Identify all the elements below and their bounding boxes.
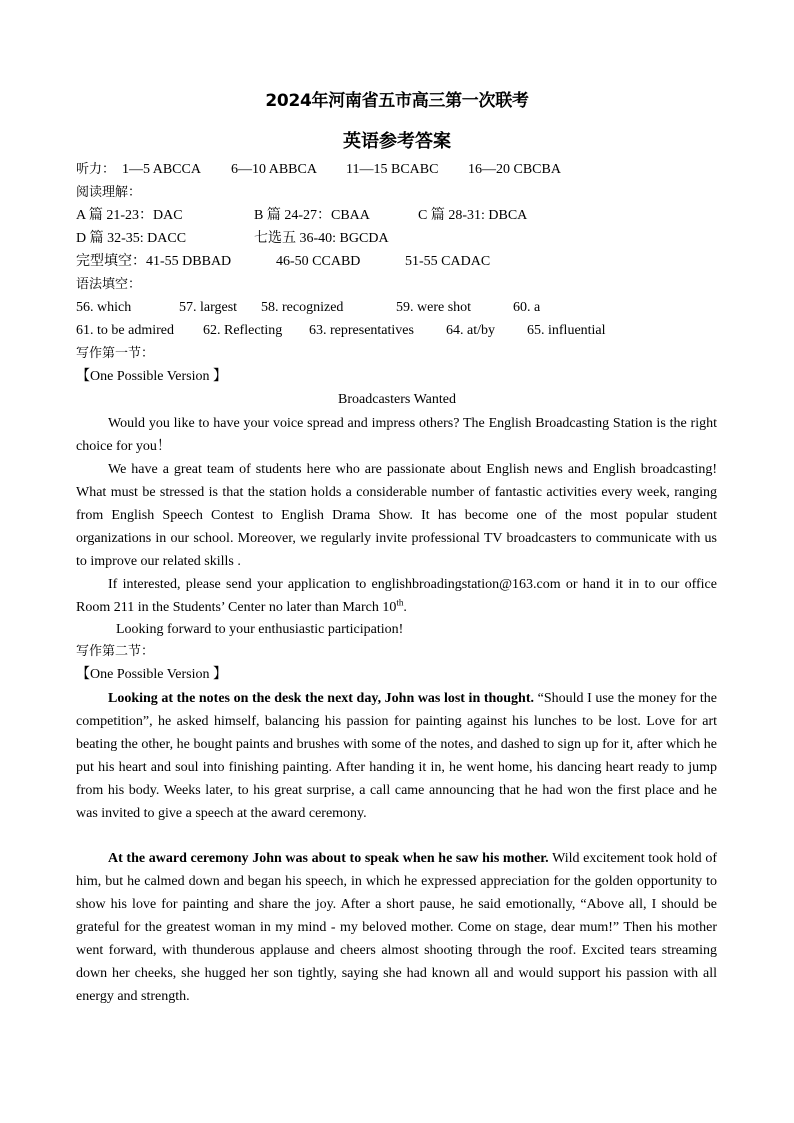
reading-passage-a: A 篇 21-23：DAC	[76, 208, 183, 223]
grammar-answer: 58. recognized	[261, 300, 344, 315]
essay-2-paragraph-2: At the award ceremony John was about to speak when he saw his mother. Wild excitement took hold of him, but he calmed down and began his speech, in which he expressed appreciation for the golden opportunity to show his love for painting and share the joy. After a short pause, he said emotionally, “Above all, I should be grateful for the greatest woman in my mind - my beloved mother. Come on stage, dear mum!” Then his mother went forward, with thunderous applause and cheers almost shooting through the roof. Excited tears streaming down her cheeks, she hugged her son tightly, saying she had known all and would support his passion with all energy and strength.	[76, 851, 717, 1004]
listening-group: 11—15 BCABC	[346, 162, 439, 177]
possible-version-label: 【One Possible Version 】	[76, 369, 228, 384]
grammar-answer: 62. Reflecting	[203, 323, 283, 338]
essay-1-closing: Looking forward to your enthusiastic participation!	[116, 622, 404, 637]
seven-choose-five: 七选五 36-40: BGCDA	[254, 231, 389, 246]
cloze-group: 完型填空：41-55 DBBAD	[76, 254, 232, 269]
answer-key-title: 英语参考答案	[343, 131, 451, 152]
essay-1-paragraph-2: We have a great team of students here who are passionate about English news and English broadcasting! What must be stressed is that the station holds a considerable number of fantastic activities every week, ranging from English Speech Contest to English Drama Show. It has become one of the most popular student organizations in our school. Moreover, we regularly invite professional TV broadcasters to communicate with us to improve our related skills .	[76, 462, 717, 569]
grammar-answer: 65. influential	[527, 323, 606, 338]
cloze-group: 46-50 CCABD	[276, 254, 361, 269]
grammar-answer: 63. representatives	[309, 323, 414, 338]
listening-group: 6—10 ABBCA	[231, 162, 317, 177]
grammar-answer: 57. largest	[179, 300, 238, 315]
grammar-answer: 60. a	[513, 300, 541, 315]
grammar-heading: 语法填空：	[76, 277, 142, 292]
grammar-answer: 61. to be admired	[76, 323, 174, 338]
essay-1-paragraph-3: If interested, please send your application to englishbroadingstation@163.com or hand it in to our office Room 211 in the Students’ Center no later than March 10th.	[76, 577, 717, 615]
essay-2-paragraph-1: Looking at the notes on the desk the next day, John was lost in thought. “Should I use the money for the competition”, he asked himself, balancing his passion for painting against his lunches to be lost. Love for art beating the other, he bought paints and brushes with some of the notes, and dashed to sign up for it, after which he put his heart and soul into finishing painting. After handing it in, he went home, his dancing heart ready to jump from his body. Weeks later, to his great surprise, a call came announcing that he had won the first place and he was invited to give a speech at the award ceremony.	[76, 691, 717, 821]
grammar-answer: 59. were shot	[396, 300, 472, 315]
exam-title: 2024年河南省五市高三第一次联考	[265, 91, 529, 111]
reading-passage-c: C 篇 28-31: DBCA	[418, 208, 528, 223]
writing-part-1-heading: 写作第一节：	[76, 346, 155, 361]
writing-part-2-heading: 写作第二节：	[76, 644, 155, 659]
grammar-answer: 64. at/by	[446, 323, 495, 338]
listening-label: 听力：	[76, 162, 116, 177]
listening-group: 1—5 ABCCA	[122, 162, 201, 177]
grammar-answer: 56. which	[76, 300, 132, 315]
possible-version-label: 【One Possible Version 】	[76, 667, 228, 682]
listening-group: 16—20 CBCBA	[468, 162, 561, 177]
essay-title: Broadcasters Wanted	[338, 392, 456, 407]
reading-passage-b: B 篇 24-27：CBAA	[254, 208, 370, 223]
reading-passage-d: D 篇 32-35: DACC	[76, 231, 187, 246]
essay-1-paragraph-1: Would you like to have your voice spread and impress others? The English Broadcasting Station is the right choice for you！	[76, 416, 717, 454]
cloze-group: 51-55 CADAC	[405, 254, 491, 269]
reading-heading: 阅读理解：	[76, 185, 142, 200]
